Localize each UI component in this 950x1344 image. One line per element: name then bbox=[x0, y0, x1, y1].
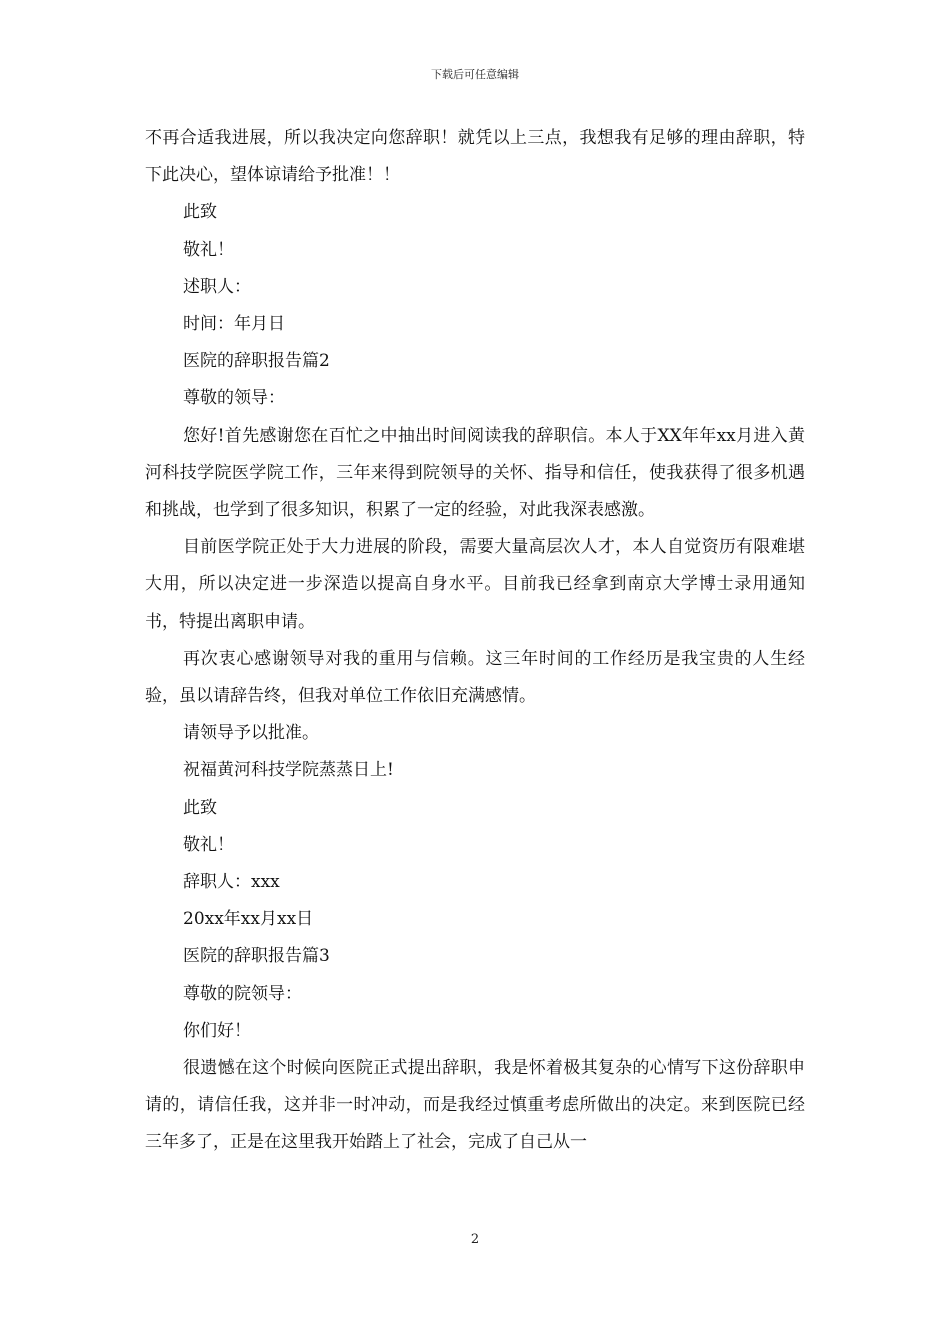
paragraph: 目前医学院正处于大力进展的阶段，需要大量高层次人才，本人自觉资历有限难堪大用，所以决定进一步深造以提高自身水平。目前我已经拿到南京大学博士录用通知书，特提出离职申请。 bbox=[145, 537, 805, 632]
greeting: 尊敬的领导： bbox=[183, 388, 285, 409]
page-number: 2 bbox=[470, 1232, 480, 1247]
document-body bbox=[145, 120, 805, 1162]
closing-salutation: 此致 bbox=[183, 797, 217, 818]
signer-label: 辞职人：xxx bbox=[183, 872, 280, 893]
page-header: 下载后可任意编辑 bbox=[431, 68, 519, 81]
closing-regards: 敬礼！ bbox=[183, 834, 234, 855]
date-label: 时间：年月日 bbox=[183, 314, 285, 335]
signer-label: 述职人： bbox=[183, 276, 251, 297]
section-title: 医院的辞职报告篇2 bbox=[183, 351, 330, 372]
closing-regards: 敬礼！ bbox=[183, 239, 234, 260]
paragraph: 祝福黄河科技学院蒸蒸日上! bbox=[183, 760, 394, 781]
paragraph: 您好!首先感谢您在百忙之中抽出时间阅读我的辞职信。本人于XX年年xx月进入黄河科技学院医学院工作，三年来得到院领导的关怀、指导和信任，使我获得了很多机遇和挑战，也学到了很多知识，积累了一定的经验，对此我深表感激。 bbox=[145, 425, 805, 521]
greeting: 尊敬的院领导： bbox=[183, 983, 302, 1004]
paragraph: 不再合适我进展，所以我决定向您辞职！就凭以上三点，我想我有足够的理由辞职，特下此决心，望体谅请给予批准！！ bbox=[145, 128, 805, 186]
section-title: 医院的辞职报告篇3 bbox=[183, 946, 330, 967]
closing-salutation: 此致 bbox=[183, 202, 217, 223]
paragraph: 再次衷心感谢领导对我的重用与信赖。这三年时间的工作经历是我宝贵的人生经验，虽以请辞告终，但我对单位工作依旧充满感情。 bbox=[145, 648, 805, 707]
date-label: 20xx年xx月xx日 bbox=[183, 909, 314, 930]
greeting: 你们好！ bbox=[183, 1020, 251, 1041]
paragraph: 请领导予以批准。 bbox=[183, 723, 319, 744]
paragraph: 很遗憾在这个时候向医院正式提出辞职，我是怀着极其复杂的心情写下这份辞职申请的，请信任我，这并非一时冲动，而是我经过慎重考虑所做出的决定。来到医院已经三年多了，正是在这里我开始踏上了社会，完成了自己从一 bbox=[145, 1058, 805, 1153]
